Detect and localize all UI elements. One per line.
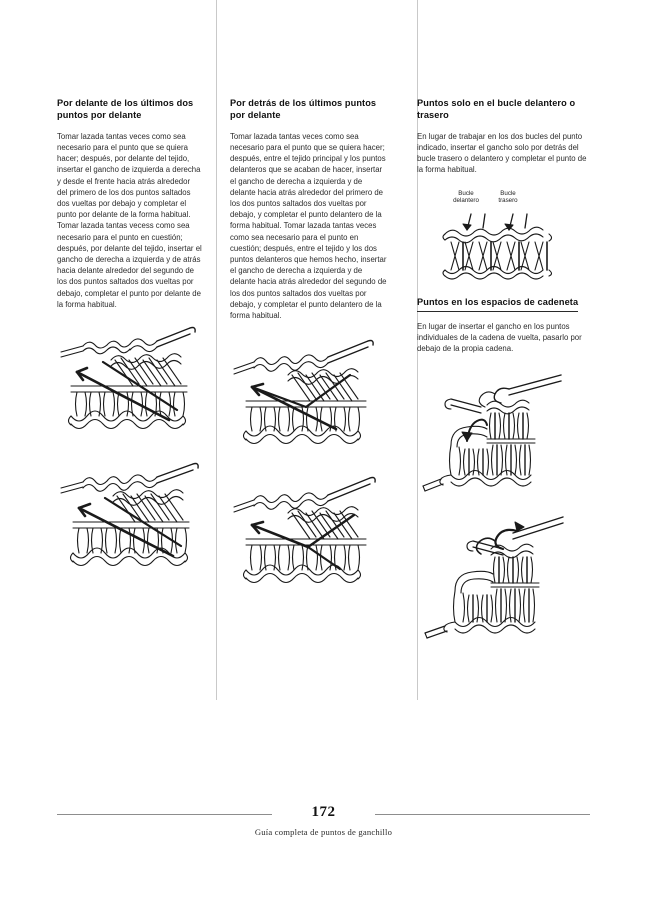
back-loop-label xyxy=(487,190,529,205)
column-1-heading: Por delante de los últimos dos puntos por delante xyxy=(57,98,194,121)
back-loop-label-line2: trasero xyxy=(498,197,518,205)
page-number: 172 xyxy=(311,804,336,820)
loop-label-group xyxy=(417,190,590,212)
footer-rule-wrap xyxy=(57,806,590,822)
column-3-paragraph-1: En lugar de trabajar en los dos bucles del punto indicado, insertar el gancho solo por detrás del bucle trasero o delantero y completar el punto de la forma habitual. xyxy=(417,131,587,175)
crochet-diagram-chain-space-1 xyxy=(417,369,590,497)
crochet-diagram-back-post-2 xyxy=(230,471,389,599)
column-3-paragraph-2: En lugar de insertar el gancho en los puntos individuales de la cadena de vuelta, pasarlo por debajo de la propia cadena. xyxy=(417,322,582,354)
column-2-heading: Por detrás de los últimos puntos por delante xyxy=(230,98,377,121)
crochet-diagram-front-post-2 xyxy=(57,458,202,583)
crochet-diagram-loops xyxy=(417,190,590,282)
column-back-post-last-stitches xyxy=(216,97,403,797)
column-1-paragraph: Tomar lazada tantas veces como sea necesario para el punto que se quiera hacer; después, por delante del tejido, insertar el gancho de izquierda a derecha y desde el frente hacia atrás alrededor del primero de los dos puntos saltados dos vueltas por debajo y completar el punto por delante de la forma habitual. Tomar lazada tantas vecess como sea necesario para el punto en cuestión; después, por delante del tejido, insertar el gancho de derecha a izquierda y de atrás hacia delante alrededor del segundo de los dos puntos saltados dos vueltas por debajo, completar el punto por delante de la forma habitual. xyxy=(57,131,202,309)
column-3-heading-1: Puntos solo en el bucle delantero o trasero xyxy=(417,98,576,121)
book-title: Guía completa de puntos de ganchillo xyxy=(254,827,393,837)
page-footer xyxy=(57,806,590,837)
column-loops-and-chain-spaces xyxy=(403,97,590,797)
back-loop-label-line1: Bucle xyxy=(500,189,516,197)
column-3-heading-2: Puntos en los espacios de cadeneta xyxy=(417,296,578,312)
column-front-post-last-two xyxy=(57,97,216,797)
crochet-diagram-back-post-1 xyxy=(230,335,389,457)
front-loop-label-line1: Bucle xyxy=(458,189,474,197)
front-loop-label xyxy=(445,190,487,205)
page-columns xyxy=(57,97,590,797)
column-2-paragraph: Tomar lazada tantas veces como sea necesario para el punto que se quiera hacer; después, entre el tejido principal y los puntos delanteros que se acaban de hacer, insertar el gancho de derecha a izquierda y de delante hacia atrás alrededor del primero de los dos puntos saltados dos vueltas por debajo, y completar el punto delantero de la forma habitual. Tomar lazada tantas veces como sea necesario para el punto en cuestión; después, entre el tejido y los dos puntos delanteros que hemos hecho, insertar el gancho de derecha a izquierda y de delante hacia atrás alrededor del segundo de los dos puntos saltados dos vueltas por debajo, y completar el punto delantero de la forma habitual. xyxy=(230,131,387,321)
crochet-diagram-chain-space-2 xyxy=(417,511,590,643)
crochet-diagram-front-post-1 xyxy=(57,324,202,444)
front-loop-label-line2: delantero xyxy=(453,197,479,205)
